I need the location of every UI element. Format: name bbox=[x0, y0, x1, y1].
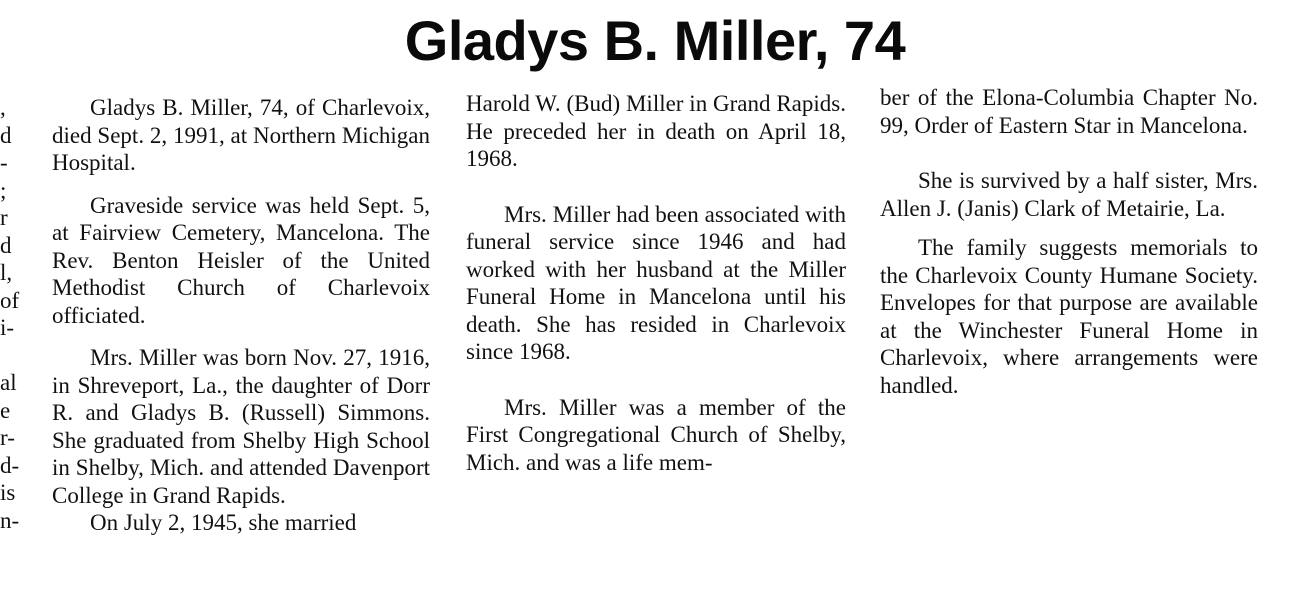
edge-fragment: d bbox=[0, 232, 12, 258]
edge-fragment: l, bbox=[0, 260, 13, 285]
edge-fragment: e bbox=[0, 397, 11, 423]
edge-fragment: r- bbox=[0, 425, 15, 450]
paragraph: ber of the Elona-Columbia Chapter No. 99, Order of Eastern Star in Mancelona. bbox=[880, 85, 1258, 138]
edge-fragment: n- bbox=[0, 507, 20, 533]
article-column-2 bbox=[466, 90, 846, 476]
paragraph: Mrs. Miller was born Nov. 27, 1916, in Shreveport, La., the daughter of Dorr R. and Gladys B. (Russell) Simmons. She graduated from Shelby High School in Shelby, Mich. and attended Davenport College in Grand Rapids. bbox=[52, 345, 430, 508]
edge-fragment: d bbox=[0, 122, 12, 148]
paragraph: Mrs. Miller had been associated with funeral service since 1946 and had worked with her husband at the Miller Funeral Home in Mancelona until his death. She has resided in Charlevoix since 1968. bbox=[466, 201, 846, 364]
edge-fragment: is bbox=[0, 480, 16, 505]
edge-fragment: i- bbox=[0, 315, 15, 340]
paragraph: The family suggests memorials to the Charlevoix County Humane Society. Envelopes for that purpose are available at the Winchester Funeral Home in Charlevoix, where arrangements were handled. bbox=[880, 235, 1258, 398]
edge-fragment: ; bbox=[0, 177, 7, 203]
article-column-3 bbox=[880, 84, 1258, 399]
paragraph: On July 2, 1945, she married bbox=[90, 510, 357, 535]
article-column-1 bbox=[52, 94, 430, 537]
edge-fragment: of bbox=[0, 287, 20, 313]
paragraph: Harold W. (Bud) Miller in Grand Rapids. He preceded her in death on April 18, 1968. bbox=[466, 91, 846, 171]
edge-fragment: d- bbox=[0, 452, 20, 478]
paragraph: She is survived by a half sister, Mrs. Allen J. (Janis) Clark of Metairie, La. bbox=[880, 168, 1258, 221]
paragraph: Gladys B. Miller, 74, of Charlevoix, died Sept. 2, 1991, at Northern Michigan Hospital. bbox=[52, 95, 430, 175]
edge-fragment: al bbox=[0, 370, 17, 395]
paragraph: Mrs. Miller was a member of the First Congregational Church of Shelby, Mich. and was a life mem- bbox=[466, 394, 846, 475]
paragraph: Graveside service was held Sept. 5, at Fairview Cemetery, Mancelona. The Rev. Benton Heisler of the United Methodist Church of Charlevoix officiated. bbox=[52, 192, 430, 328]
adjacent-column-fragments bbox=[0, 94, 20, 534]
edge-fragment: , bbox=[0, 95, 6, 120]
edge-fragment: - bbox=[0, 150, 8, 175]
edge-fragment bbox=[0, 342, 14, 370]
edge-fragment: r bbox=[0, 205, 8, 230]
headline: Gladys B. Miller, 74 bbox=[404, 9, 906, 72]
